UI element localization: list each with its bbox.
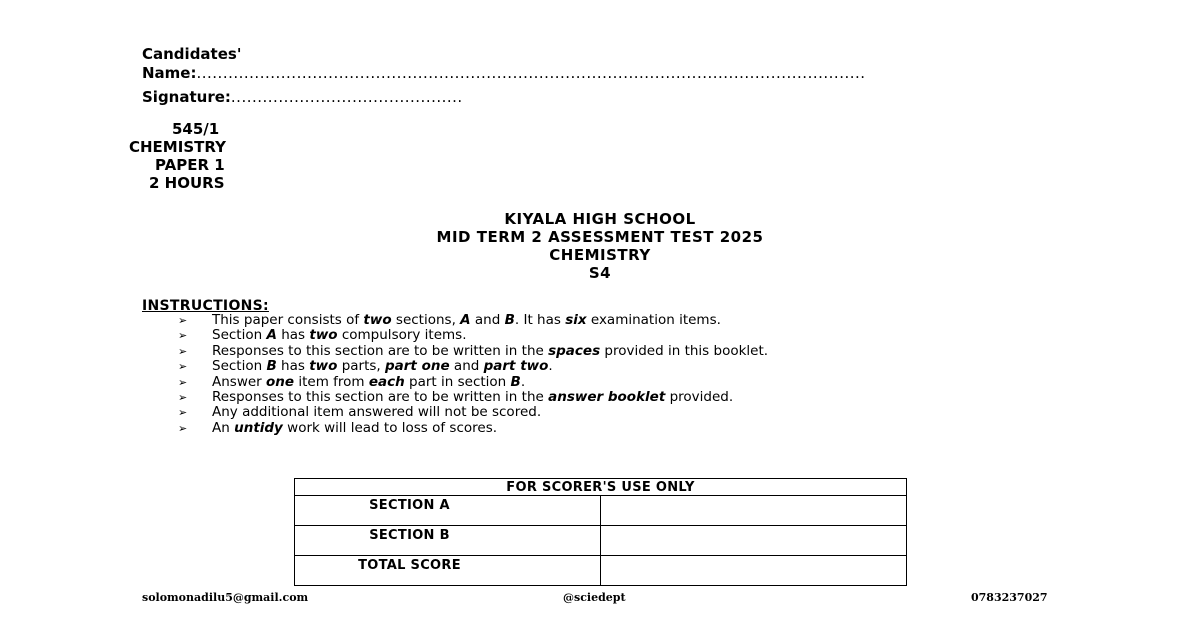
scorer-table-title: FOR SCORER'S USE ONLY — [295, 479, 907, 496]
class-level: S4 — [588, 264, 612, 282]
total-score-cell[interactable] — [601, 556, 907, 586]
total-score-label: TOTAL SCORE — [295, 556, 601, 586]
section-b-score-cell[interactable] — [601, 526, 907, 556]
footer-handle: @sciedept — [563, 591, 626, 604]
list-item: ➢ Responses to this section are to be written in the answer booklet provided. — [178, 389, 734, 406]
signature-dots: ............................................ — [230, 88, 463, 106]
instructions-list — [178, 313, 1058, 436]
arrowhead-bullet-icon: ➢ — [178, 375, 188, 389]
name-dots: ............................................................................................................................... — [196, 64, 866, 82]
instructions-heading: INSTRUCTIONS: — [142, 298, 269, 314]
candidates-label: Candidates' — [142, 45, 242, 63]
arrowhead-bullet-icon: ➢ — [178, 314, 188, 327]
section-a-score-cell[interactable] — [601, 496, 907, 526]
list-item: ➢ Responses to this section are to be written in the spaces provided in this booklet. — [178, 342, 769, 359]
signature-line — [142, 88, 463, 106]
table-row — [295, 526, 907, 556]
arrowhead-bullet-icon: ➢ — [178, 391, 188, 405]
paper-number: PAPER 1 — [155, 156, 225, 174]
paper-code: 545/1 — [172, 120, 220, 138]
paper-subject: CHEMISTRY — [129, 138, 226, 156]
list-item: ➢ Section A has two compulsory items. — [178, 327, 467, 344]
table-row — [295, 556, 907, 586]
scorer-table — [294, 478, 907, 586]
section-a-label: SECTION A — [295, 496, 601, 526]
footer-phone: 0783237027 — [971, 591, 1048, 604]
arrowhead-bullet-icon: ➢ — [178, 344, 188, 358]
signature-label: Signature: — [142, 88, 231, 106]
footer-email: solomonadilu5@gmail.com — [142, 591, 309, 604]
arrowhead-bullet-icon: ➢ — [178, 406, 188, 420]
section-b-label: SECTION B — [295, 526, 601, 556]
list-item: ➢ This paper consists of two sections, A and B. It has six examination items. — [178, 312, 721, 328]
school-name: KIYALA HIGH SCHOOL — [504, 210, 696, 228]
arrowhead-bullet-icon: ➢ — [178, 360, 188, 374]
test-title: MID TERM 2 ASSESSMENT TEST 2025 — [436, 228, 764, 246]
table-row — [295, 496, 907, 526]
list-item: ➢ Any additional item answered will not be scored. — [178, 404, 542, 421]
list-item: ➢ Answer one item from each part in section B. — [178, 373, 526, 390]
paper-duration: 2 HOURS — [149, 174, 225, 192]
arrowhead-bullet-icon: ➢ — [178, 329, 188, 343]
list-item: ➢ Section B has two parts, part one and part two. — [178, 358, 553, 375]
header-subject: CHEMISTRY — [549, 246, 651, 264]
name-label: Name: — [142, 64, 197, 82]
list-item: ➢ An untidy work will lead to loss of scores. — [178, 419, 498, 436]
arrowhead-bullet-icon: ➢ — [178, 421, 188, 435]
name-line — [142, 64, 866, 82]
